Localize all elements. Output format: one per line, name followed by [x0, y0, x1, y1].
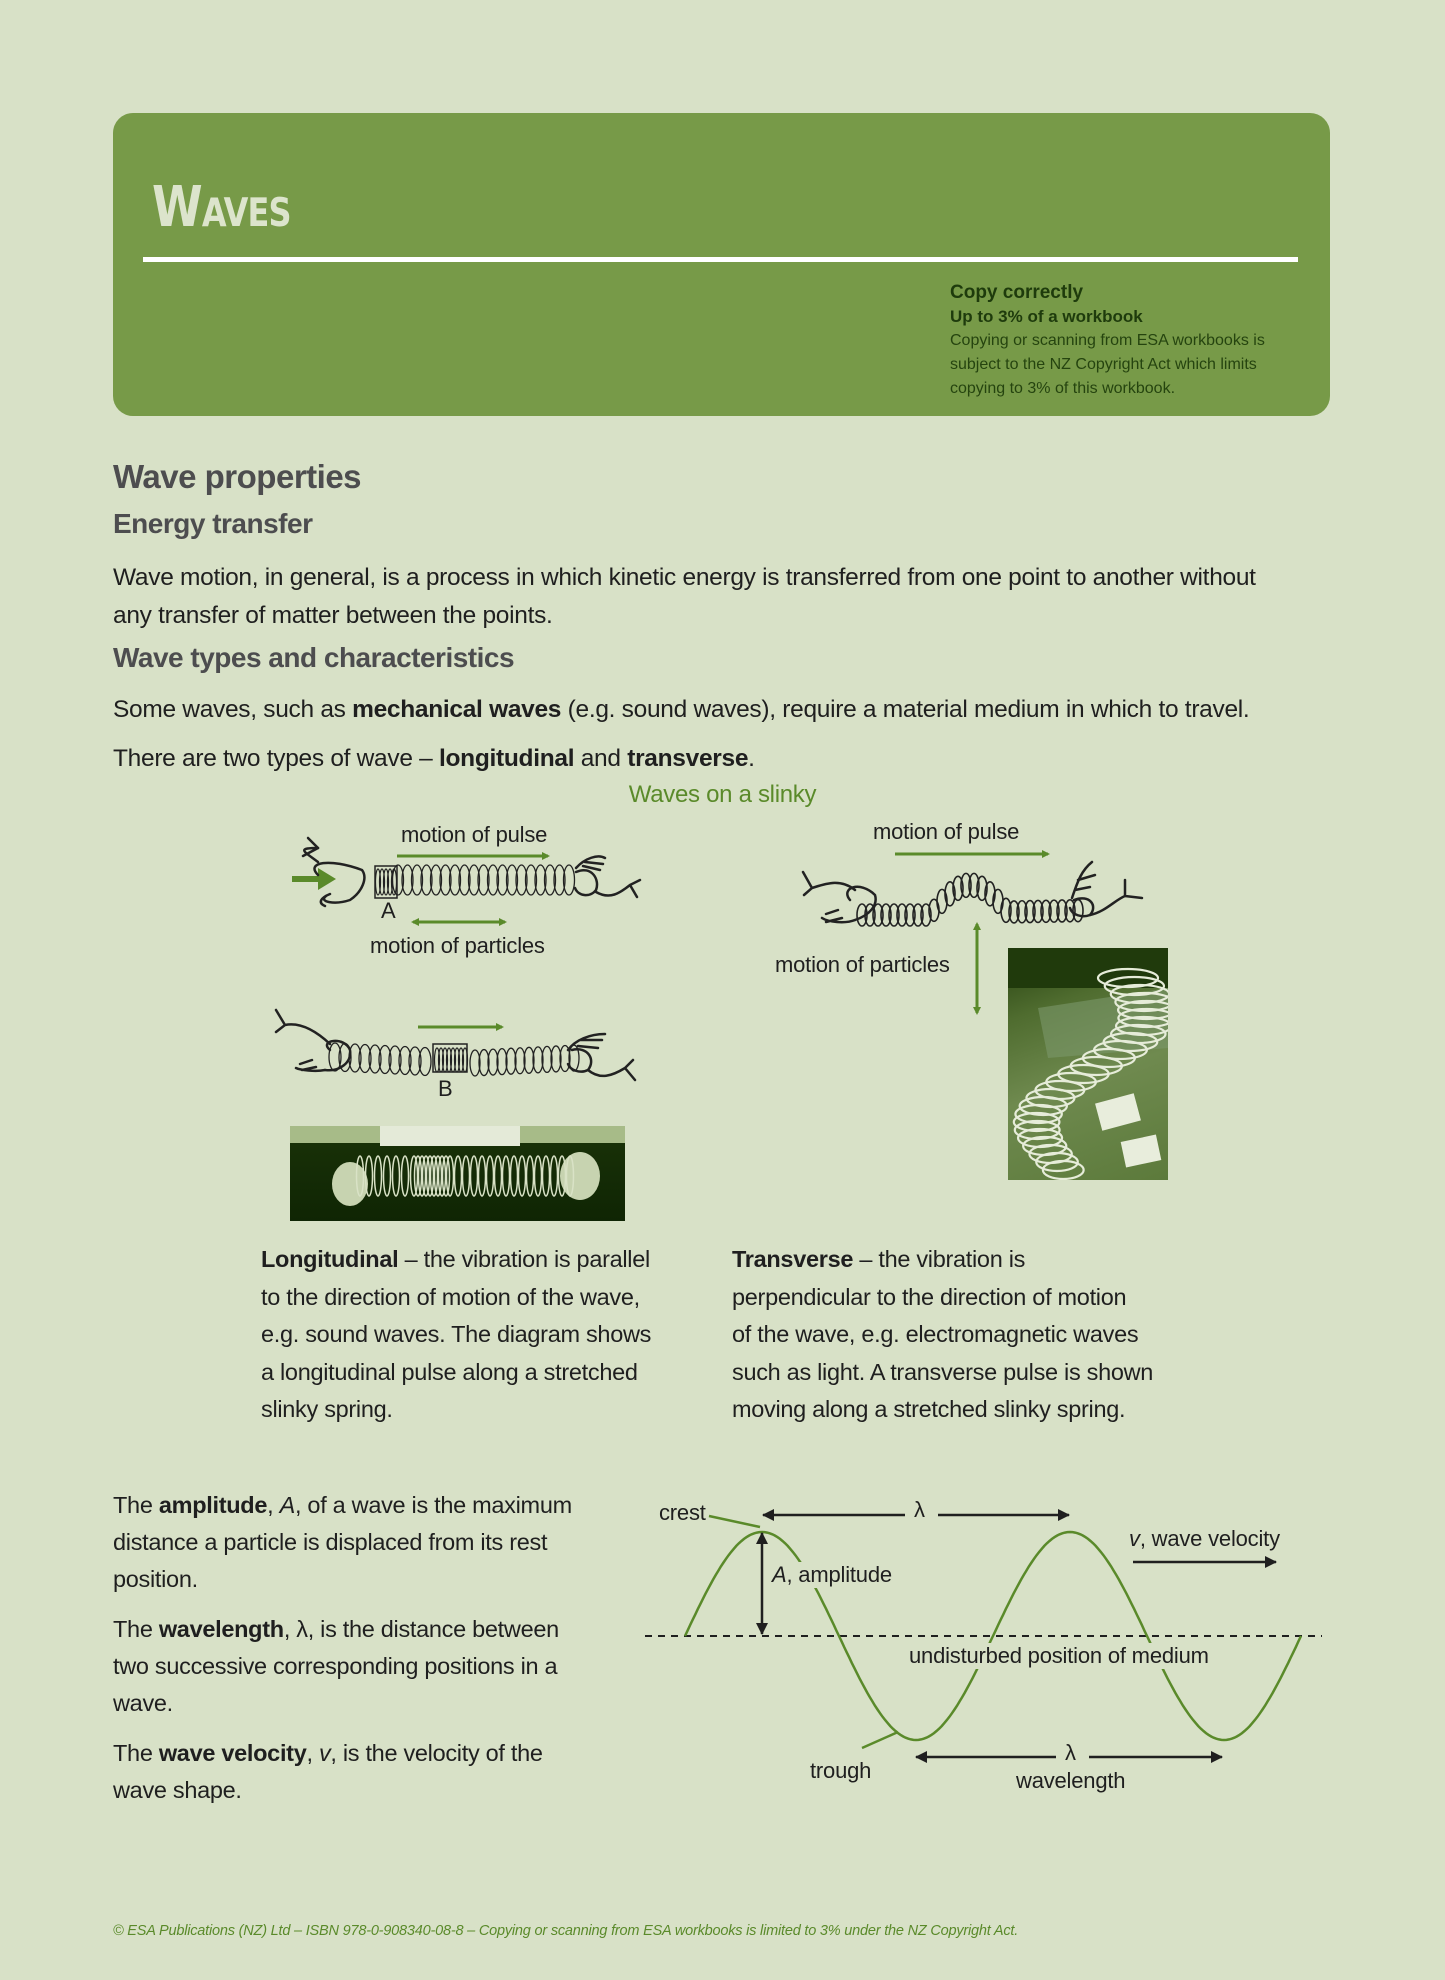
velocity-label — [1129, 1526, 1280, 1552]
coil-loop — [440, 865, 451, 895]
photo-desk — [1038, 988, 1168, 1058]
coil-loop — [542, 1046, 552, 1072]
text-run: – the vibration is — [853, 1246, 1026, 1272]
definition-line: distance a particle is displaced from its rest — [113, 1529, 548, 1555]
coil-loop — [421, 865, 432, 895]
copy-notice-subheading: Up to 3% of a workbook — [950, 307, 1143, 326]
symbol-a: A — [772, 1562, 787, 1587]
text-run: The — [113, 1740, 159, 1766]
definition-wavelength — [113, 1611, 633, 1722]
longitudinal-caption — [261, 1241, 701, 1429]
symbol-a: A — [279, 1492, 295, 1518]
symbol-v: v — [1129, 1526, 1140, 1551]
coil-loop — [379, 1046, 391, 1074]
coil-loop — [1009, 901, 1019, 923]
coil-loop — [329, 1043, 341, 1071]
lambda-bottom-label: λ — [1065, 1740, 1076, 1765]
coil-loop — [389, 1046, 401, 1074]
text-run: , — [306, 1740, 319, 1766]
coil-loop — [393, 1156, 400, 1196]
coil-loop — [1025, 901, 1035, 923]
coil-loop — [497, 1049, 507, 1075]
coil-loop — [977, 876, 987, 900]
photo-coils — [357, 1156, 574, 1196]
coil-loop — [551, 1046, 561, 1072]
coil-loop — [857, 904, 867, 926]
coil-loop — [1049, 900, 1059, 922]
text-run: , — [267, 1492, 280, 1518]
coil-loop — [375, 1156, 382, 1196]
coil-loop — [439, 1048, 444, 1072]
photo-paper — [1095, 1093, 1141, 1130]
midline-label: undisturbed position of medium — [906, 1643, 1212, 1669]
coil-loop — [349, 1044, 361, 1072]
coil-loop — [526, 865, 537, 895]
coil-loop — [469, 865, 480, 895]
coil-loop — [384, 1156, 391, 1196]
coil-loop — [897, 904, 907, 926]
coil-loop — [945, 882, 955, 906]
footer-copyright: © ESA Publications (NZ) Ltd – ISBN 978-0-908340-08-8 – Copying or scanning from ESA workbooks is limited to 3% under the NZ Copyright Act. — [113, 1923, 1019, 1939]
coil-loop — [560, 1046, 570, 1072]
point-a-label: A — [381, 898, 396, 923]
text-run: . — [748, 745, 755, 772]
push-arrow-icon — [292, 868, 336, 890]
term-transverse-caption: Transverse — [732, 1246, 854, 1272]
definition-line — [113, 1735, 633, 1772]
coil-loop — [488, 1049, 498, 1075]
coil-loop — [435, 1048, 440, 1072]
text-run: , amplitude — [786, 1562, 892, 1587]
caption-line: to the direction of motion of the wave, — [261, 1283, 640, 1310]
photo-shirt — [380, 1126, 520, 1146]
definition-line: position. — [113, 1566, 198, 1592]
coil-loop — [455, 1156, 462, 1196]
coil-loop — [393, 865, 404, 895]
coil-loop — [969, 873, 979, 897]
term-longitudinal: longitudinal — [439, 745, 575, 772]
hand-right-t-icon — [1070, 862, 1142, 916]
figure-title: Waves on a slinky — [628, 781, 817, 808]
coil-loop — [409, 1047, 421, 1075]
coil-loop — [865, 904, 875, 926]
longitudinal-photo-art — [290, 1126, 625, 1221]
coil-loop — [535, 1156, 542, 1196]
coil-loop — [913, 904, 923, 926]
definition-velocity — [113, 1735, 633, 1809]
caption-line: a longitudinal pulse along a stretched — [261, 1358, 638, 1385]
definition-line — [113, 1611, 633, 1648]
coil-loop — [455, 1048, 460, 1072]
copy-notice-line: Copying or scanning from ESA workbooks is — [950, 332, 1265, 349]
transverse-slinky-photo — [1008, 948, 1168, 1180]
section-heading-wave-types: Wave types and characteristics — [113, 642, 515, 673]
coil-loop — [402, 1156, 409, 1196]
section-heading-energy-transfer: Energy transfer — [113, 508, 313, 539]
coil-loop — [953, 876, 963, 900]
coil-loop — [1065, 900, 1075, 922]
coil-loop — [431, 865, 442, 895]
coil-loop — [369, 1045, 381, 1073]
section-heading-wave-properties: Wave properties — [113, 458, 362, 495]
coil-loop — [479, 1050, 489, 1076]
hand-left-b-icon — [276, 1010, 350, 1071]
coil-loop — [459, 865, 470, 895]
coil-loop — [479, 1156, 486, 1196]
coil-loop — [399, 1047, 411, 1075]
copy-notice-line: subject to the NZ Copyright Act which limits — [950, 356, 1257, 373]
caption-line — [261, 1241, 701, 1279]
coil-loop — [495, 1156, 502, 1196]
hand-left-t-icon — [803, 872, 876, 922]
photo-dark-top — [1008, 948, 1168, 988]
photo-paper — [1121, 1135, 1162, 1168]
coil-loop — [1033, 900, 1043, 922]
coil-loop — [937, 889, 947, 913]
text-run: and — [574, 745, 628, 772]
text-run: Some waves, such as — [113, 696, 353, 723]
coil-loop — [497, 865, 508, 895]
coil-loop — [447, 1048, 452, 1072]
coil-loop — [380, 869, 385, 895]
coil-loop — [545, 865, 556, 895]
caption-line: e.g. sound waves. The diagram shows — [261, 1321, 652, 1347]
term-wavelength: wavelength — [158, 1616, 284, 1642]
coil-loop — [376, 869, 381, 895]
crest-label: crest — [659, 1500, 706, 1525]
symbol-v: v — [318, 1740, 331, 1766]
compression-b — [433, 1044, 467, 1072]
caption-line — [732, 1241, 1192, 1279]
term-amplitude: amplitude — [158, 1492, 268, 1518]
coil-loop — [993, 889, 1003, 913]
text-run: The — [113, 1492, 159, 1518]
definition-line — [113, 1487, 633, 1524]
copy-notice — [950, 281, 1290, 401]
coil-loop — [443, 1048, 448, 1072]
text-run: , is the velocity of the — [330, 1740, 543, 1766]
coil-loop — [985, 882, 995, 906]
title-divider — [143, 257, 1298, 262]
coil-loop — [384, 869, 389, 895]
coil-loop — [339, 1044, 351, 1072]
coil-loop — [463, 1048, 468, 1072]
paragraph-line: any transfer of matter between the points. — [113, 602, 553, 629]
trans-particles-label: motion of particles — [775, 952, 950, 977]
definition-line: wave. — [113, 1690, 173, 1716]
caption-line: perpendicular to the direction of motion — [732, 1283, 1127, 1310]
term-mechanical-waves: mechanical waves — [352, 696, 562, 723]
transverse-photo-art — [1008, 948, 1168, 1180]
coil-loop — [929, 899, 939, 921]
coil-loop — [470, 1050, 480, 1076]
coil-loop — [511, 1156, 518, 1196]
coil-loop — [1041, 900, 1051, 922]
trough-leader-line — [862, 1732, 898, 1748]
text-run: , of a wave is the maximum — [294, 1492, 572, 1518]
caption-line: moving along a stretched slinky spring. — [732, 1396, 1126, 1422]
mechanical-waves-paragraph — [113, 691, 1249, 729]
coil-loop — [569, 1045, 579, 1071]
slinky-spring-transverse — [857, 873, 1083, 926]
crest-leader-line — [709, 1516, 760, 1527]
longitudinal-slinky-photo — [290, 1126, 625, 1221]
coil-loop — [1001, 898, 1011, 922]
wave-types-paragraph — [113, 740, 755, 778]
coil-loop — [450, 865, 461, 895]
coil-loop — [388, 869, 393, 895]
coil-loop — [392, 869, 397, 895]
text-run: – the vibration is parallel — [398, 1246, 650, 1272]
coil-loop — [463, 1156, 470, 1196]
transverse-caption — [732, 1241, 1192, 1429]
hand-right-a-icon — [575, 856, 640, 897]
coil-loop — [881, 904, 891, 926]
coil-loop — [487, 1156, 494, 1196]
coil-loop — [527, 1156, 534, 1196]
text-run: , wave velocity — [1139, 1526, 1280, 1551]
lambda-top-label: λ — [914, 1497, 925, 1522]
definition-line: wave shape. — [113, 1777, 242, 1803]
trans-pulse-label: motion of pulse — [873, 819, 1020, 844]
text-run: , λ, is the distance between — [283, 1616, 559, 1642]
hand-left-a-icon — [303, 838, 364, 906]
coil-loop — [873, 904, 883, 926]
text-run: (e.g. sound waves), require a material medium in which to travel. — [561, 696, 1250, 723]
coil-loop — [419, 1048, 431, 1076]
coil-loop — [889, 904, 899, 926]
coil-loop — [554, 865, 565, 895]
slinky-spring-a — [376, 865, 575, 895]
energy-transfer-paragraph — [113, 559, 1256, 635]
coil-loop — [1017, 901, 1027, 923]
coil-loop — [359, 1045, 371, 1073]
coil-loop — [459, 1048, 464, 1072]
long-pulse-label: motion of pulse — [401, 822, 548, 847]
coil-loop — [551, 1156, 558, 1196]
coil-loop — [961, 873, 971, 897]
coil-loop — [543, 1156, 550, 1196]
coil-loop — [564, 865, 575, 895]
coil-loop — [921, 904, 931, 926]
coil-loop — [451, 1048, 456, 1072]
coil-loop — [488, 865, 499, 895]
coil-loop — [519, 1156, 526, 1196]
point-b-label: B — [438, 1076, 453, 1101]
coil-loop — [524, 1047, 534, 1073]
coil-loop — [471, 1156, 478, 1196]
text-run: There are two types of wave – — [113, 745, 439, 772]
hand-right-b-icon — [568, 1034, 635, 1080]
coil-loop — [507, 865, 518, 895]
coil-loop — [412, 865, 423, 895]
amplitude-label — [770, 1562, 895, 1588]
coil-loop — [1073, 900, 1083, 922]
paragraph-line: Wave motion, in general, is a process in which kinetic energy is transferred from one point to another without — [113, 564, 1256, 591]
coil-loop — [533, 1047, 543, 1073]
wavelength-label: wavelength — [1016, 1768, 1126, 1793]
coil-loop — [905, 904, 915, 926]
term-transverse: transverse — [627, 745, 749, 772]
definition-amplitude — [113, 1487, 633, 1598]
coil-loop — [478, 865, 489, 895]
coil-loop — [515, 1048, 525, 1074]
page-title: Waves — [152, 175, 291, 240]
coil-loop — [402, 865, 413, 895]
coil-loop — [503, 1156, 510, 1196]
slinky-spring-b — [329, 1043, 579, 1076]
definition-line: two successive corresponding positions in a — [113, 1653, 558, 1679]
long-particles-label: motion of particles — [370, 933, 545, 958]
copy-notice-line: copying to 3% of this workbook. — [950, 380, 1176, 397]
coil-loop — [1057, 900, 1067, 922]
term-wave-velocity: wave velocity — [158, 1740, 307, 1766]
caption-line: slinky spring. — [261, 1396, 393, 1422]
trough-label: trough — [810, 1758, 872, 1783]
coil-loop — [516, 865, 527, 895]
compression-a — [375, 866, 397, 898]
copy-notice-heading: Copy correctly — [950, 282, 1084, 303]
coil-loop — [506, 1048, 516, 1074]
term-longitudinal-caption: Longitudinal — [261, 1246, 399, 1272]
text-run: The — [113, 1616, 159, 1642]
caption-line: such as light. A transverse pulse is shown — [732, 1358, 1154, 1385]
caption-line: of the wave, e.g. electromagnetic waves — [732, 1321, 1139, 1347]
coil-loop — [535, 865, 546, 895]
